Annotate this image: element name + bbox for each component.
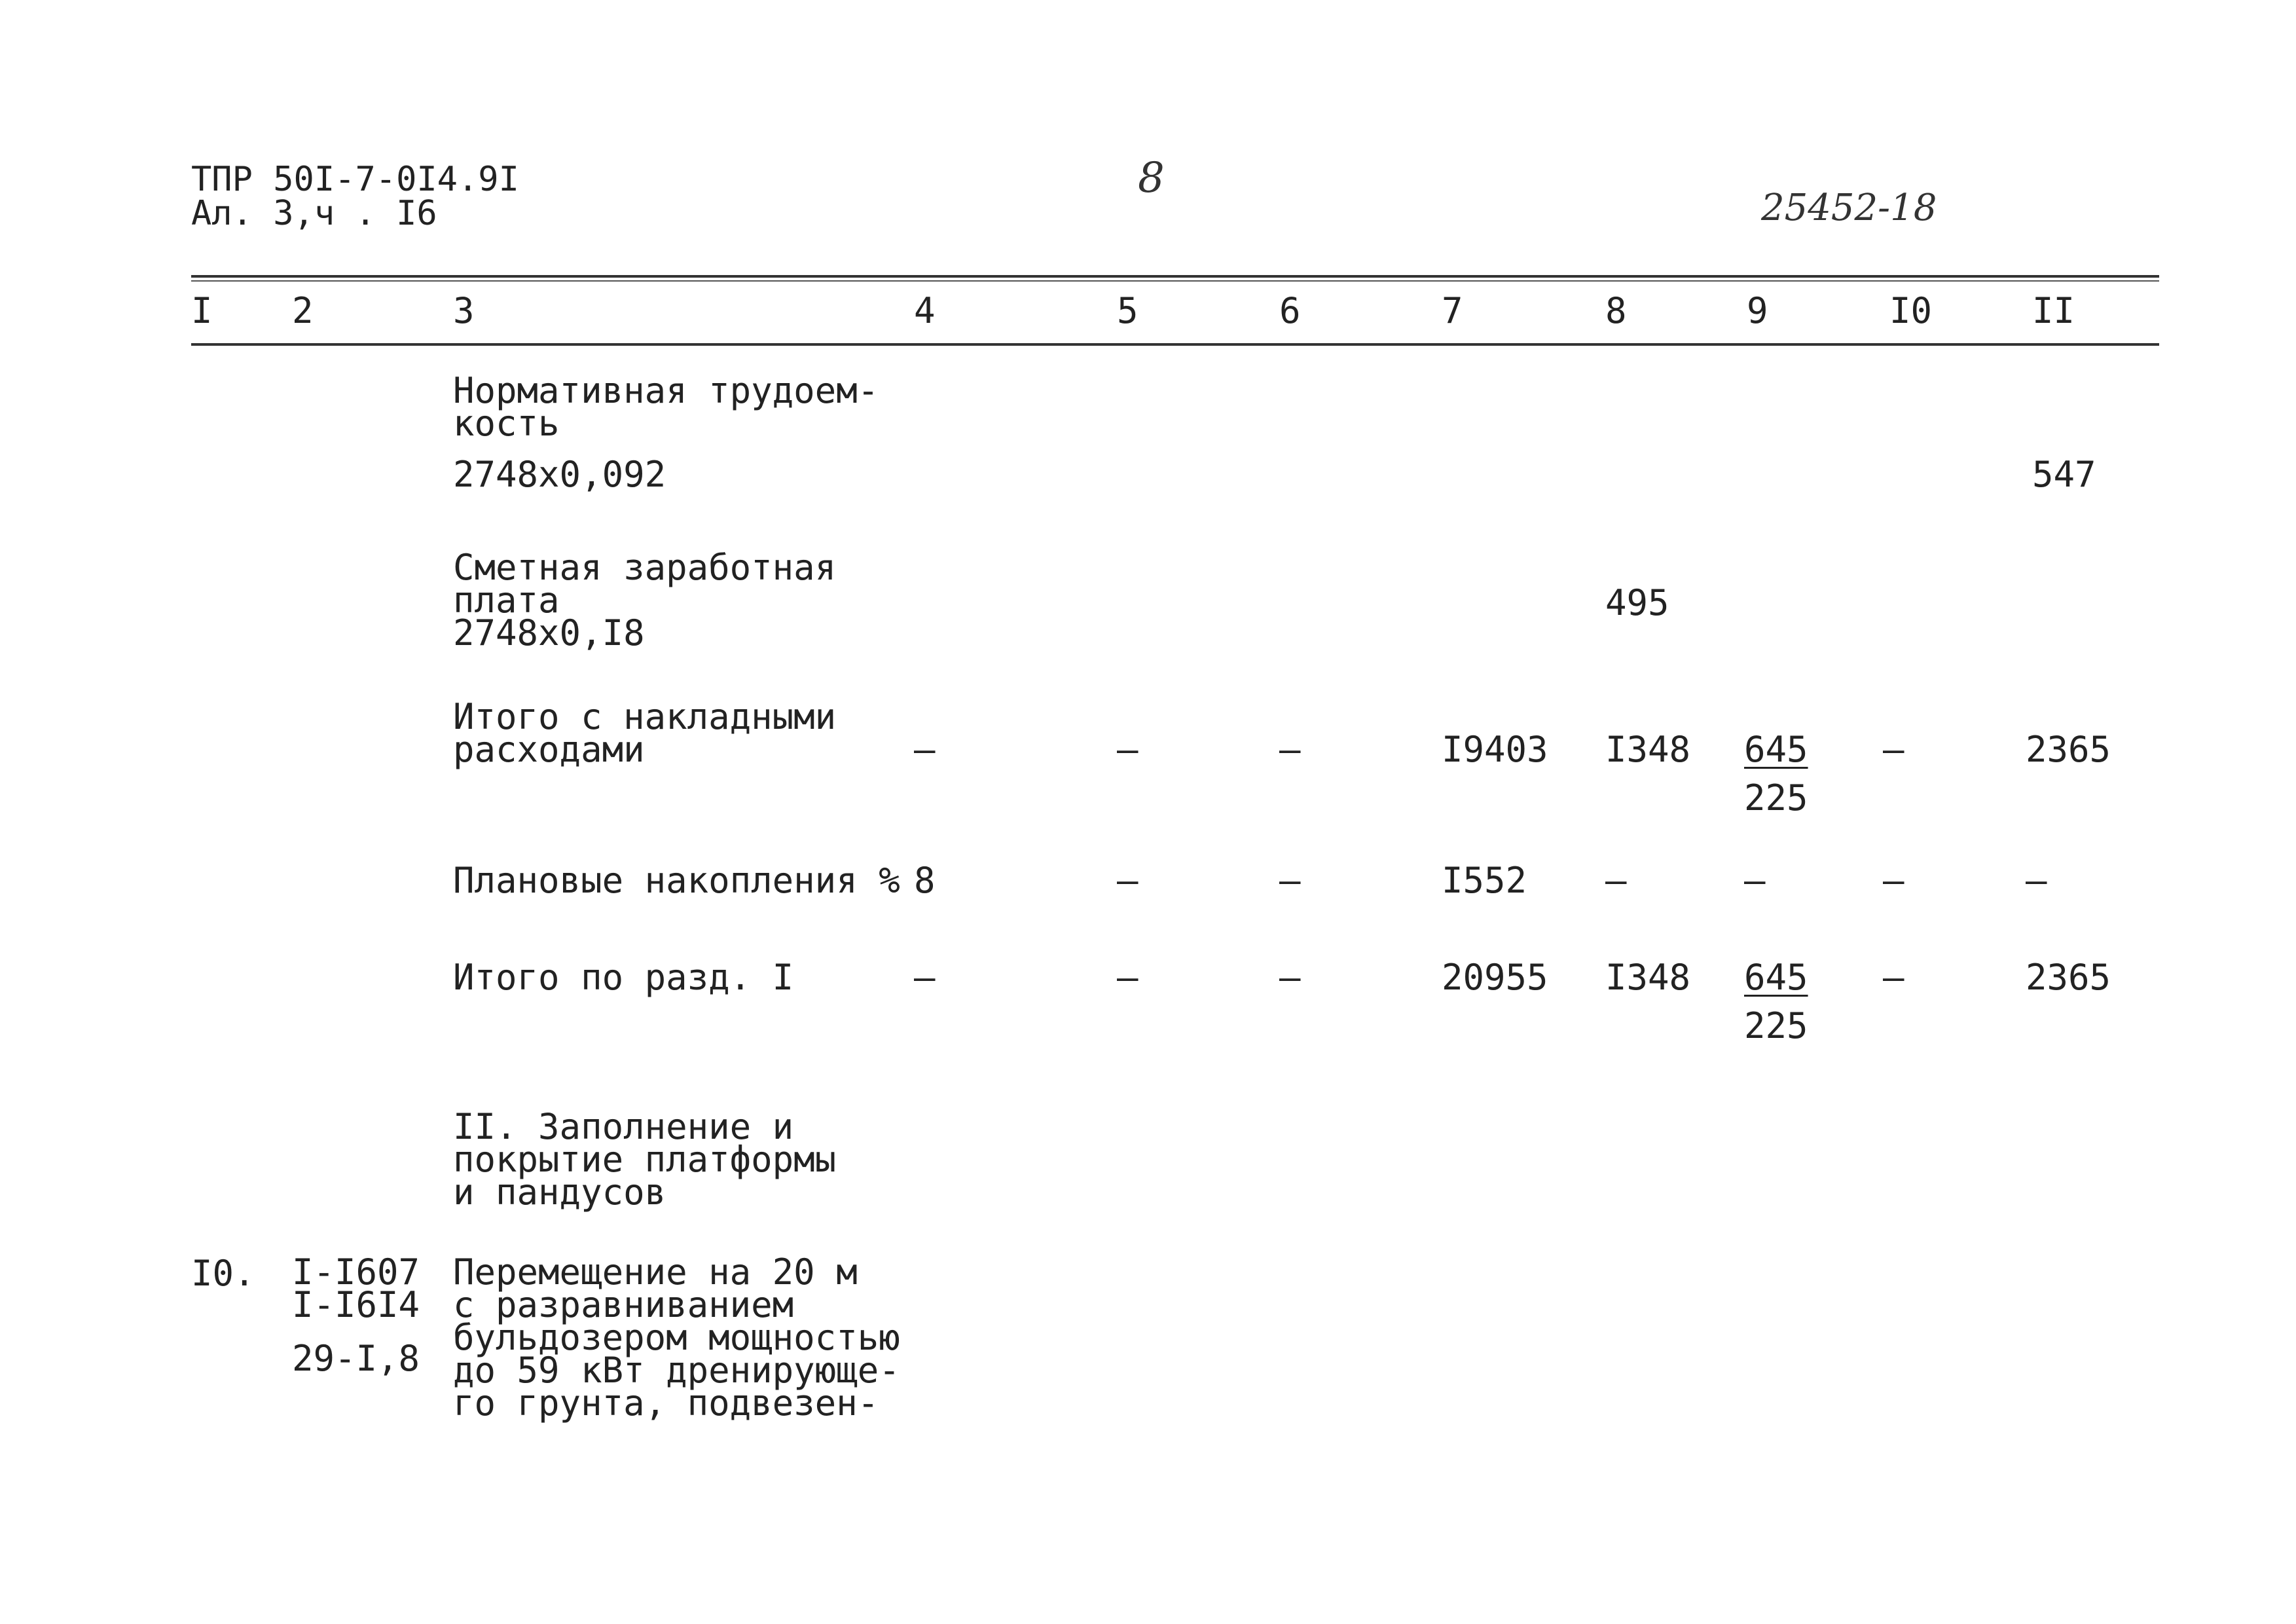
cell-col-9-bottom: 225 bbox=[1744, 777, 1808, 819]
cell-col-8: І348 bbox=[1605, 957, 1691, 998]
cell-col-5: – bbox=[1117, 860, 1139, 901]
row-formula: 2748х0,092 bbox=[453, 454, 666, 495]
cell-col-9-top: 645 bbox=[1744, 729, 1808, 770]
table-top-rule-inner bbox=[191, 280, 2159, 282]
row-label: Плановые накопления % bbox=[453, 860, 900, 901]
album-reference: Ал. 3,ч . І6 bbox=[191, 194, 437, 233]
document-code: ТПР 50І-7-0І4.9І bbox=[191, 160, 519, 199]
cell-col-7: І552 bbox=[1442, 860, 1527, 901]
cell-col-7: І9403 bbox=[1442, 729, 1548, 770]
cell-col-4: – bbox=[914, 729, 936, 770]
table-top-rule bbox=[191, 275, 2159, 278]
column-header: 9 bbox=[1747, 290, 1768, 331]
cell-col-10: – bbox=[1883, 957, 1904, 998]
cell-col-11: – bbox=[2026, 860, 2047, 901]
cell-col-10: – bbox=[1883, 729, 1904, 770]
table-header-bottom-rule bbox=[191, 343, 2159, 346]
item-codes: І-І607 І-І6І4 bbox=[292, 1251, 420, 1325]
cell-col-11: 547 bbox=[2032, 454, 2096, 495]
cell-col-8: 495 bbox=[1605, 582, 1669, 623]
cell-col-6: – bbox=[1279, 729, 1301, 770]
cell-col-8: – bbox=[1605, 860, 1627, 901]
row-label: Сметная заработная плата 2748х0,І8 bbox=[453, 547, 837, 654]
column-header: 3 bbox=[453, 290, 475, 331]
cell-col-6: – bbox=[1279, 860, 1301, 901]
column-header: ІІ bbox=[2032, 290, 2075, 331]
cell-col-10: – bbox=[1883, 860, 1904, 901]
cell-col-5: – bbox=[1117, 957, 1139, 998]
cell-col-9: – bbox=[1744, 860, 1766, 901]
cell-col-5: – bbox=[1117, 729, 1139, 770]
column-header: 8 bbox=[1605, 290, 1627, 331]
item-description: Перемещение на 20 м с разравниванием бульдозером мощностью до 59 кВт дренирующе- го грунта, подвезен- bbox=[453, 1251, 900, 1424]
column-header: 6 bbox=[1279, 290, 1301, 331]
row-label: Итого по разд. І bbox=[453, 957, 794, 998]
cell-col-4: – bbox=[914, 957, 936, 998]
column-header: І0 bbox=[1889, 290, 1933, 331]
page-number: 8 bbox=[1138, 154, 1165, 202]
column-header: 5 bbox=[1117, 290, 1139, 331]
column-header: 7 bbox=[1442, 290, 1463, 331]
column-header: І bbox=[191, 290, 213, 331]
cell-col-6: – bbox=[1279, 957, 1301, 998]
item-code-2: 29-І,8 bbox=[292, 1338, 420, 1379]
cell-col-9-bottom: 225 bbox=[1744, 1005, 1808, 1046]
cell-col-7: 20955 bbox=[1442, 957, 1548, 998]
cell-col-4: 8 bbox=[914, 860, 936, 901]
cell-col-8: І348 bbox=[1605, 729, 1691, 770]
inventory-number: 25452-18 bbox=[1761, 187, 1937, 229]
cell-col-11: 2365 bbox=[2026, 729, 2111, 770]
cell-col-9-top: 645 bbox=[1744, 957, 1808, 998]
column-header: 2 bbox=[292, 290, 314, 331]
row-label: Нормативная трудоем- кость bbox=[453, 370, 879, 444]
section-title: ІІ. Заполнение и покрытие платформы и пандусов bbox=[453, 1106, 837, 1213]
cell-col-11: 2365 bbox=[2026, 957, 2111, 998]
column-header: 4 bbox=[914, 290, 936, 331]
item-number: І0. bbox=[191, 1253, 255, 1294]
row-label: Итого с накладными расходами bbox=[453, 696, 837, 770]
